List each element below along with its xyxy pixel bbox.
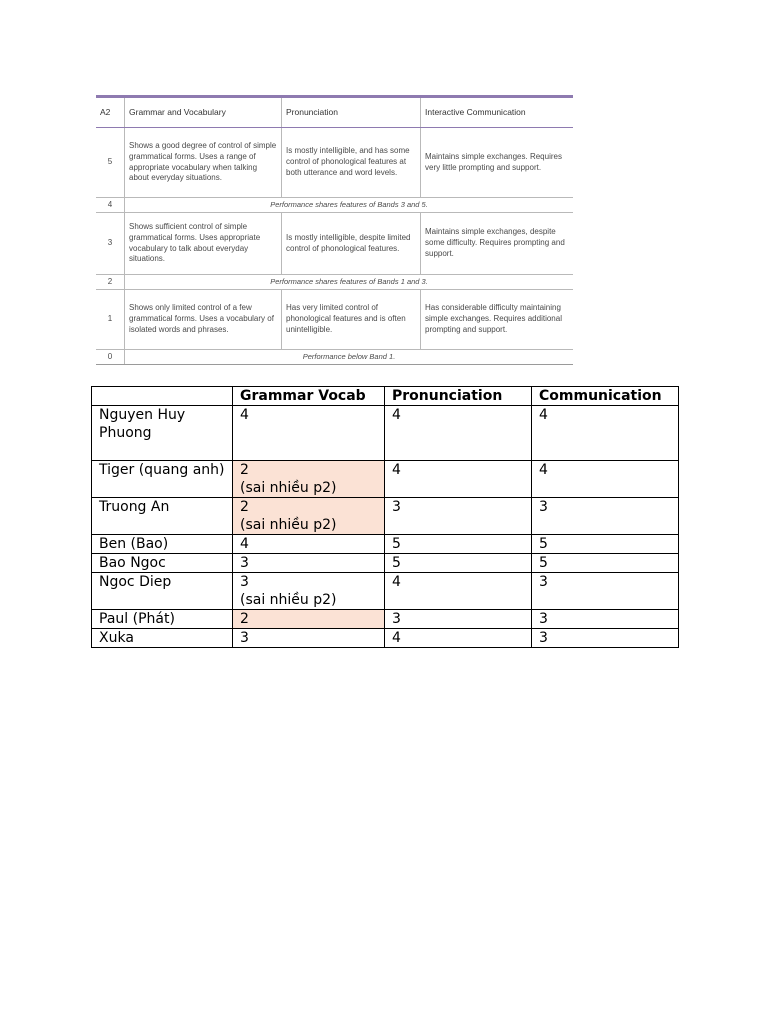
pronunciation-score: 3 bbox=[385, 498, 532, 535]
band0-note: Performance below Band 1. bbox=[125, 350, 574, 365]
band1-grammar: Shows only limited control of a few grammatical forms. Uses a vocabulary of isolated words and phrases. bbox=[125, 290, 282, 350]
table-row bbox=[92, 554, 679, 573]
pronunciation-score: 5 bbox=[385, 554, 532, 573]
grammar-score bbox=[233, 461, 385, 498]
band-number: 1 bbox=[96, 290, 125, 350]
rubric-table bbox=[96, 95, 573, 365]
rubric-row-band5 bbox=[96, 128, 573, 198]
grammar-value: 3 bbox=[240, 555, 249, 571]
header-grammar-vocab: Grammar Vocab bbox=[233, 387, 385, 406]
rubric-header-grammar: Grammar and Vocabulary bbox=[125, 97, 282, 128]
rubric-row-band2 bbox=[96, 275, 573, 290]
band1-communication: Has considerable difficulty maintaining simple exchanges. Requires additional prompting and support. bbox=[421, 290, 574, 350]
pronunciation-score: 4 bbox=[385, 461, 532, 498]
communication-score: 3 bbox=[532, 573, 679, 610]
student-name: Ben (Bao) bbox=[92, 535, 233, 554]
band3-grammar: Shows sufficient control of simple grammatical forms. Uses appropriate vocabulary to talk about everyday situations. bbox=[125, 213, 282, 275]
band3-communication: Maintains simple exchanges, despite some difficulty. Requires prompting and support. bbox=[421, 213, 574, 275]
grammar-score bbox=[233, 406, 385, 461]
scores-header-row bbox=[92, 387, 679, 406]
grammar-value: 2 bbox=[240, 611, 249, 627]
band-number: 4 bbox=[96, 198, 125, 213]
rubric-header-communication: Interactive Communication bbox=[421, 97, 574, 128]
grammar-score bbox=[233, 573, 385, 610]
rubric-header-pronunciation: Pronunciation bbox=[282, 97, 421, 128]
pronunciation-score: 4 bbox=[385, 406, 532, 461]
communication-score: 3 bbox=[532, 498, 679, 535]
rubric-row-band1 bbox=[96, 290, 573, 350]
student-name: Tiger (quang anh) bbox=[92, 461, 233, 498]
student-name: Truong An bbox=[92, 498, 233, 535]
band-number: 3 bbox=[96, 213, 125, 275]
pronunciation-score: 4 bbox=[385, 573, 532, 610]
grammar-value: 3 bbox=[240, 574, 249, 590]
pronunciation-score: 4 bbox=[385, 629, 532, 648]
grammar-note: (sai nhiều p2) bbox=[240, 592, 337, 608]
band5-grammar: Shows a good degree of control of simple grammatical forms. Uses a range of appropriate vocabulary when talking about everyday situations. bbox=[125, 128, 282, 198]
student-name: Paul (Phát) bbox=[92, 610, 233, 629]
table-row bbox=[92, 573, 679, 610]
table-row bbox=[92, 535, 679, 554]
band-number: 5 bbox=[96, 128, 125, 198]
rubric-row-band4 bbox=[96, 198, 573, 213]
pronunciation-score: 5 bbox=[385, 535, 532, 554]
communication-score: 5 bbox=[532, 554, 679, 573]
grammar-note: (sai nhiều p2) bbox=[240, 480, 337, 496]
grammar-score bbox=[233, 498, 385, 535]
communication-score: 3 bbox=[532, 610, 679, 629]
grammar-value: 4 bbox=[240, 536, 249, 552]
band1-pronunciation: Has very limited control of phonological features and is often unintelligible. bbox=[282, 290, 421, 350]
grammar-score bbox=[233, 554, 385, 573]
student-name: Bao Ngoc bbox=[92, 554, 233, 573]
rubric-row-band3 bbox=[96, 213, 573, 275]
header-communication: Communication bbox=[532, 387, 679, 406]
band2-note: Performance shares features of Bands 1 and 3. bbox=[125, 275, 574, 290]
communication-score: 3 bbox=[532, 629, 679, 648]
rubric-row-band0 bbox=[96, 350, 573, 365]
table-row bbox=[92, 629, 679, 648]
student-name: Nguyen Huy Phuong bbox=[92, 406, 233, 461]
grammar-value: 4 bbox=[240, 407, 249, 423]
student-name: Xuka bbox=[92, 629, 233, 648]
grammar-value: 3 bbox=[240, 630, 249, 646]
band3-pronunciation: Is mostly intelligible, despite limited control of phonological features. bbox=[282, 213, 421, 275]
table-row bbox=[92, 498, 679, 535]
band-number: 0 bbox=[96, 350, 125, 365]
communication-score: 4 bbox=[532, 406, 679, 461]
header-student bbox=[92, 387, 233, 406]
grammar-value: 2 bbox=[240, 462, 249, 478]
band5-pronunciation: Is mostly intelligible, and has some control of phonological features at both utterance and word levels. bbox=[282, 128, 421, 198]
communication-score: 5 bbox=[532, 535, 679, 554]
rubric-image bbox=[96, 95, 573, 365]
grammar-value: 2 bbox=[240, 499, 249, 515]
grammar-note: (sai nhiều p2) bbox=[240, 517, 337, 533]
band5-communication: Maintains simple exchanges. Requires very little prompting and support. bbox=[421, 128, 574, 198]
band4-note: Performance shares features of Bands 3 and 5. bbox=[125, 198, 574, 213]
student-name: Ngoc Diep bbox=[92, 573, 233, 610]
rubric-header-row bbox=[96, 97, 573, 128]
table-row bbox=[92, 406, 679, 461]
grammar-score bbox=[233, 610, 385, 629]
band-number: 2 bbox=[96, 275, 125, 290]
rubric-header-level: A2 bbox=[96, 97, 125, 128]
table-row bbox=[92, 610, 679, 629]
pronunciation-score: 3 bbox=[385, 610, 532, 629]
communication-score: 4 bbox=[532, 461, 679, 498]
header-pronunciation: Pronunciation bbox=[385, 387, 532, 406]
grammar-score bbox=[233, 535, 385, 554]
scores-table bbox=[91, 386, 679, 648]
grammar-score bbox=[233, 629, 385, 648]
table-row bbox=[92, 461, 679, 498]
